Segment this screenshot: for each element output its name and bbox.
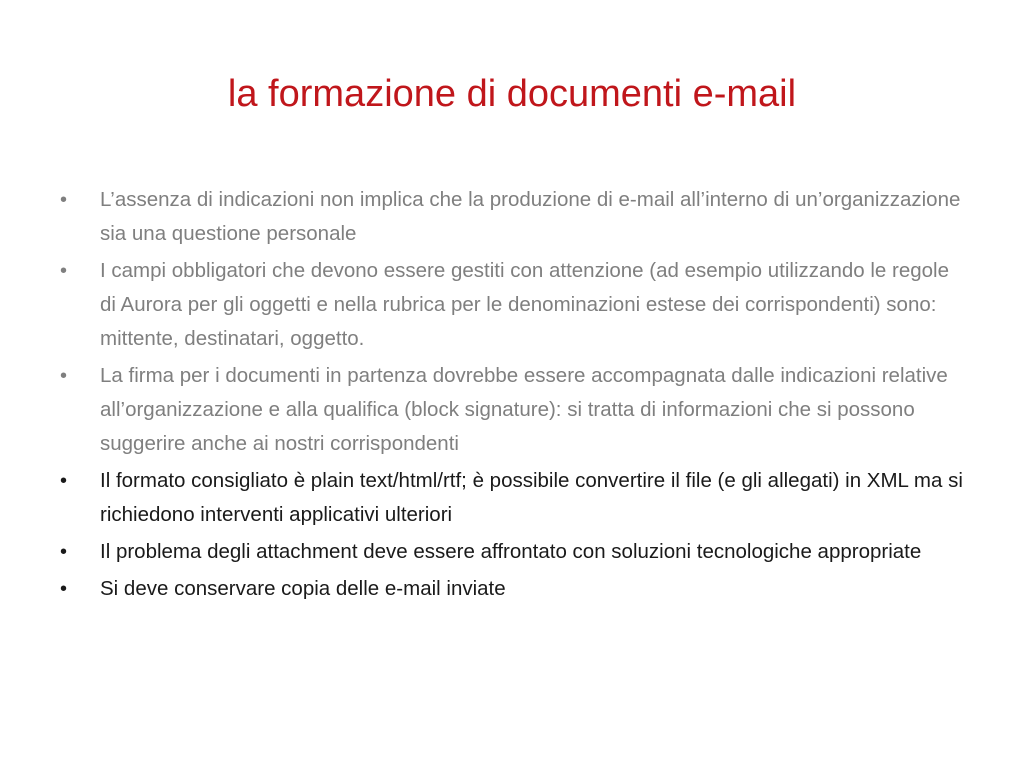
bullet-item — [58, 464, 968, 532]
slide-title: la formazione di documenti e-mail — [227, 73, 797, 115]
bullet-text: Si deve conservare copia delle e-mail inviate — [100, 577, 506, 600]
bullet-marker: • — [60, 260, 68, 282]
bullet-item — [58, 572, 968, 606]
bullet-item — [58, 254, 968, 356]
bullet-marker: • — [60, 189, 68, 211]
bullet-text: Il problema degli attachment deve essere affrontato con soluzioni tecnologiche appropriate — [100, 540, 922, 563]
bullet-marker: • — [60, 470, 68, 492]
bullet-text: I campi obbligatori che devono essere gestiti con attenzione (ad esempio utilizzando le regole di Aurora per gli oggetti e nella rubrica per le denominazioni estese dei corrispondenti) sono: mittente, destinatari, oggetto. — [100, 259, 949, 350]
bullet-item — [58, 535, 968, 569]
bullet-text: Il formato consigliato è plain text/html/rtf; è possibile convertire il file (e gli allegati) in XML ma si richiedono interventi applicativi ulteriori — [100, 469, 963, 526]
bullet-text: La firma per i documenti in partenza dovrebbe essere accompagnata dalle indicazioni relative all’organizzazione e alla qualifica (block signature): si tratta di informazioni che si possono suggerire anche ai nostri corrispondenti — [100, 364, 948, 455]
bullet-item — [58, 183, 968, 251]
bullet-list — [58, 183, 968, 609]
bullet-item — [58, 359, 968, 461]
bullet-marker: • — [60, 578, 68, 600]
bullet-text: L’assenza di indicazioni non implica che la produzione di e-mail all’interno di un’organizzazione sia una questione personale — [100, 188, 961, 245]
bullet-marker: • — [60, 365, 68, 387]
bullet-marker: • — [60, 541, 68, 563]
